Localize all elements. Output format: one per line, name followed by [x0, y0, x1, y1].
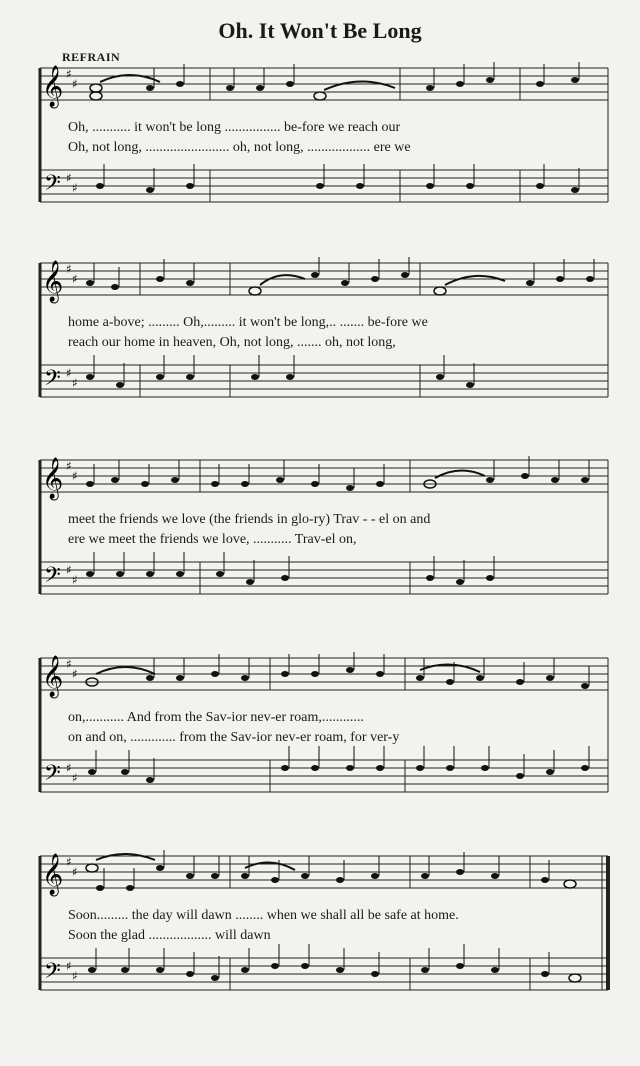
svg-text:♯: ♯ [72, 77, 78, 91]
svg-text:♯: ♯ [66, 855, 72, 869]
music-system-4 [30, 650, 612, 810]
svg-text:♯: ♯ [66, 959, 72, 973]
bass-clef-icon: 𝄢 [44, 171, 61, 201]
music-system-3 [30, 452, 612, 612]
treble-clef-icon: 𝄞 [42, 261, 64, 302]
svg-text:♯: ♯ [66, 459, 72, 473]
svg-text:♯: ♯ [66, 366, 72, 380]
svg-text:♯: ♯ [72, 469, 78, 483]
lyric-line-1: Oh, ........... it won't be long ................ be-fore we reach our [68, 120, 401, 135]
lyric-line-1: meet the friends we love (the friends in glo-ry) Trav - - el on and [68, 512, 431, 527]
music-system-1 [30, 60, 612, 220]
treble-clef-icon: 𝄞 [42, 66, 64, 107]
svg-text:♯: ♯ [66, 171, 72, 185]
lyric-line-2: Soon the glad .................. will dawn [68, 928, 271, 943]
svg-text:♯: ♯ [72, 771, 78, 785]
lyric-line-2: on and on, ............. from the Sav-ior nev-er roam, for ver-y [68, 730, 400, 745]
svg-text:♯: ♯ [72, 667, 78, 681]
bass-clef-icon: 𝄢 [44, 761, 61, 791]
music-system-2 [30, 255, 612, 415]
svg-text:♯: ♯ [72, 573, 78, 587]
lyric-line-2: reach our home in heaven, Oh, not long, ....... oh, not long, [68, 335, 396, 350]
svg-text:♯: ♯ [72, 181, 78, 195]
song-title: Oh. It Won't Be Long [218, 18, 422, 43]
treble-clef-icon: 𝄞 [42, 854, 64, 895]
bass-clef-icon: 𝄢 [44, 366, 61, 396]
bass-clef-icon: 𝄢 [44, 959, 61, 989]
svg-text:♯: ♯ [66, 563, 72, 577]
bass-clef-icon: 𝄢 [44, 563, 61, 593]
svg-text:♯: ♯ [66, 67, 72, 81]
music-system-5 [30, 848, 612, 1008]
svg-text:♯: ♯ [66, 761, 72, 775]
lyric-line-2: ere we meet the friends we love, ........... Trav-el on, [68, 532, 357, 547]
lyric-line-1: home a-bove; ......... Oh,......... it won't be long,.. ....... be-fore we [68, 315, 428, 330]
lyric-line-1: Soon......... the day will dawn ........ when we shall all be safe at home. [68, 908, 459, 923]
svg-text:♯: ♯ [72, 969, 78, 983]
treble-clef-icon: 𝄞 [42, 458, 64, 499]
svg-text:♯: ♯ [66, 657, 72, 671]
svg-text:♯: ♯ [66, 262, 72, 276]
svg-text:♯: ♯ [72, 865, 78, 879]
svg-text:♯: ♯ [72, 376, 78, 390]
lyric-line-2: Oh, not long, ........................ oh, not long, .................. ere we [68, 140, 411, 155]
lyric-line-1: on,........... And from the Sav-ior nev-er roam,............ [68, 710, 364, 725]
svg-text:♯: ♯ [72, 272, 78, 286]
treble-clef-icon: 𝄞 [42, 656, 64, 697]
refrain-label: REFRAIN [62, 50, 121, 64]
